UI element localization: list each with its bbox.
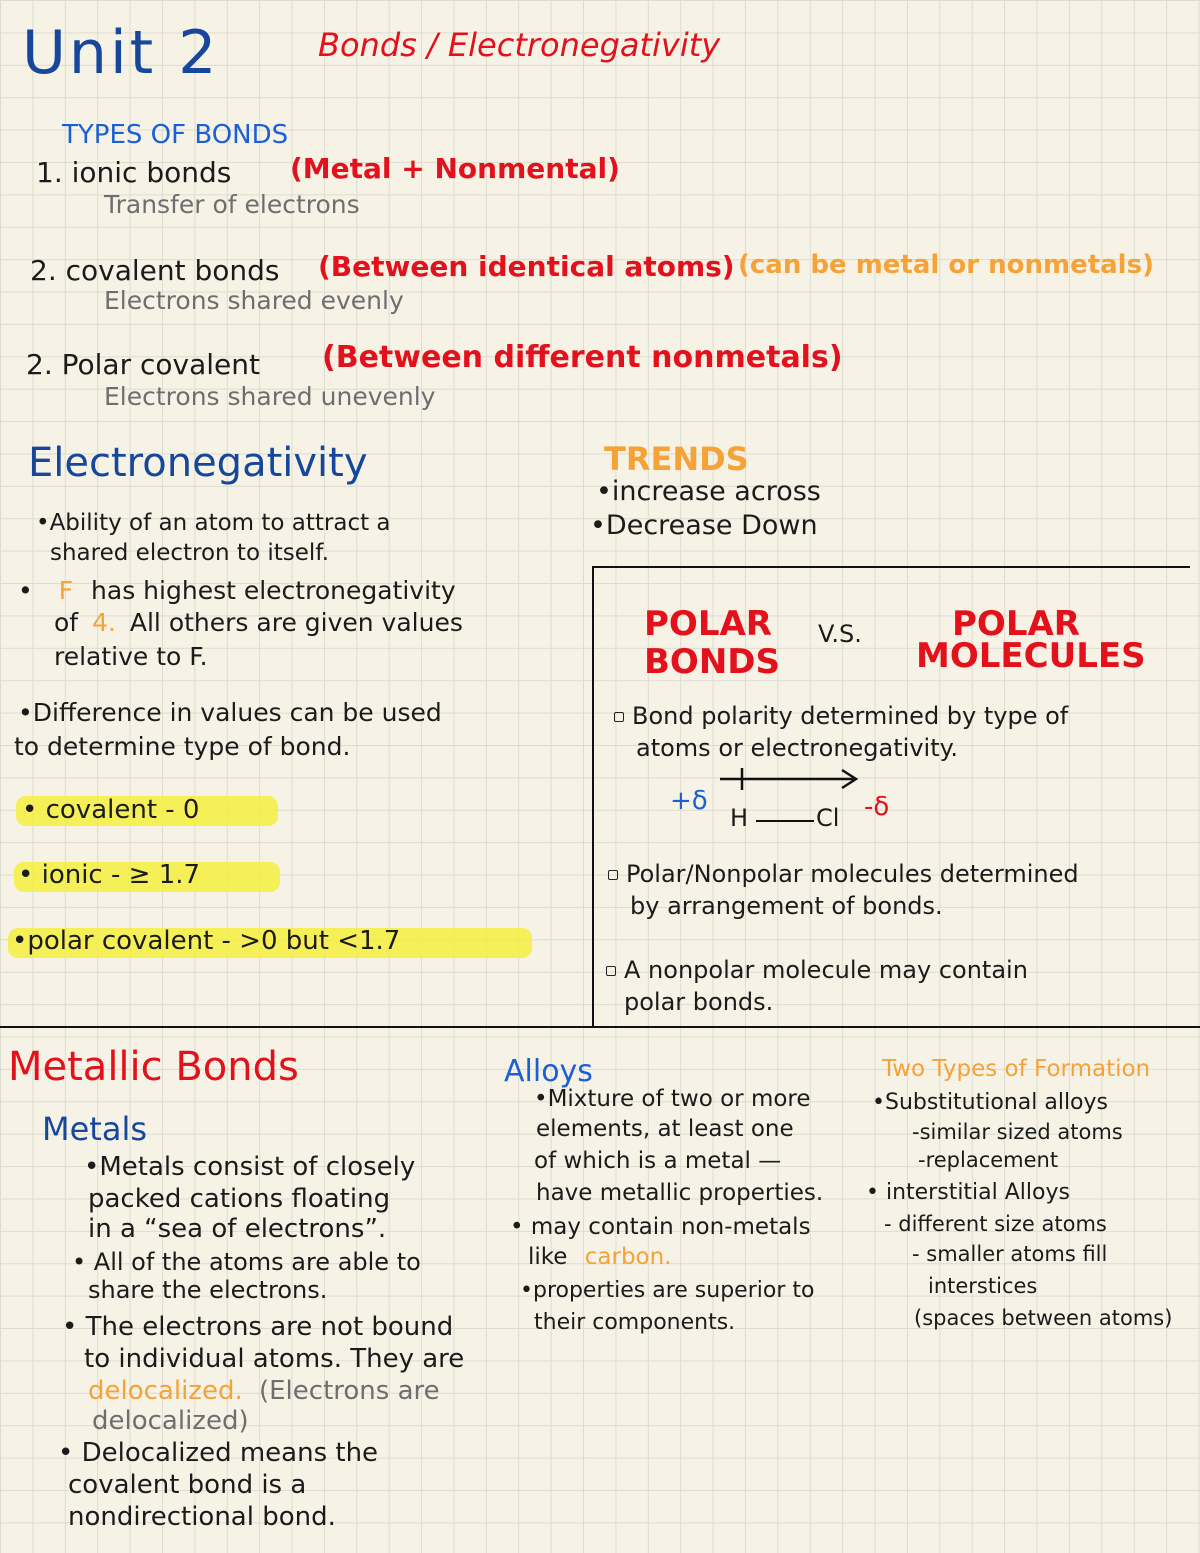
of-text: of — [54, 608, 79, 637]
checkbox-bullet-icon — [608, 870, 618, 880]
en-fluorine-line — [18, 576, 456, 605]
metals-heading: Metals — [42, 1110, 148, 1148]
types-heading: TYPES OF BONDS — [62, 120, 289, 150]
alloys-point-2-line1: • may contain non-metals — [510, 1214, 811, 1240]
metals-point-1-line1: •Metals consist of closely — [84, 1152, 416, 1182]
en-difference-line1: •Difference in values can be used — [18, 698, 442, 727]
polar-box-top-border — [592, 566, 1190, 568]
ionic-bonds-sub: Transfer of electrons — [104, 190, 360, 219]
delta-minus-label: -δ — [864, 792, 890, 822]
bond-line — [756, 820, 814, 822]
polar-bonds-heading-1: POLAR — [644, 604, 772, 644]
polar-bonds-heading-2: BONDS — [644, 642, 780, 682]
interstitial-heading: • interstitial Alloys — [866, 1180, 1070, 1205]
polar-point-3-line1: A nonpolar molecule may contain — [624, 956, 1028, 984]
alloys-point-3-line2: their components. — [534, 1310, 736, 1335]
metals-point-3-line2: to individual atoms. They are — [84, 1344, 465, 1374]
metals-point-4-line3: nondirectional bond. — [68, 1502, 336, 1532]
alloys-point-1-line2: elements, at least one — [536, 1116, 794, 1142]
like-text: like — [528, 1244, 568, 1270]
metals-point-4-line2: covalent bond is a — [68, 1470, 307, 1500]
metals-point-2-line2: share the electrons. — [88, 1276, 328, 1304]
polar-point-2-line1: Polar/Nonpolar molecules determined — [626, 860, 1079, 888]
four-value: 4. — [92, 608, 116, 637]
checkbox-bullet-icon — [606, 966, 616, 976]
alloys-point-1-line3: of which is a metal — — [534, 1148, 782, 1174]
metals-point-3-line3 — [88, 1376, 440, 1406]
delocalized-paren: (Electrons are — [258, 1376, 440, 1406]
carbon-term: carbon. — [584, 1244, 672, 1270]
alloys-heading: Alloys — [504, 1054, 593, 1089]
range-polar-covalent: •polar covalent - >0 but <1.7 — [12, 926, 401, 956]
interstitial-point-2: - smaller atoms fill — [912, 1242, 1108, 1266]
polar-covalent-sub: Electrons shared unevenly — [104, 382, 436, 411]
atom-cl: Cl — [816, 804, 840, 832]
en-relative-line: relative to F. — [54, 642, 208, 671]
dipole-arrow-icon — [712, 764, 862, 794]
section-divider — [0, 1026, 1200, 1028]
checkbox-bullet-icon — [614, 712, 624, 722]
vs-label: V.S. — [818, 620, 862, 648]
bullet: • — [18, 576, 33, 605]
interstitial-point-1: - different size atoms — [884, 1212, 1107, 1236]
range-covalent: • covalent - 0 — [22, 795, 200, 825]
metals-point-1-line3: in a “sea of electrons”. — [88, 1214, 387, 1244]
polar-molecules-heading-2: MOLECULES — [916, 636, 1146, 676]
atom-h: H — [730, 804, 749, 832]
polar-point-2 — [608, 860, 1079, 888]
polar-covalent-note: (Between different nonmetals) — [322, 340, 843, 375]
ionic-bonds-note: (Metal + Nonmental) — [290, 152, 620, 185]
substitutional-point-1: -similar sized atoms — [912, 1120, 1123, 1144]
en-definition-line2: shared electron to itself. — [50, 540, 329, 566]
polar-covalent-label: 2. Polar covalent — [26, 348, 260, 381]
covalent-bonds-note: (Between identical atoms) — [318, 250, 735, 283]
covalent-bonds-sub: Electrons shared evenly — [104, 286, 404, 315]
unit-title: Unit 2 — [22, 18, 220, 88]
polar-point-3-line2: polar bonds. — [624, 988, 774, 1016]
metals-point-4-line1: • Delocalized means the — [58, 1438, 379, 1468]
metals-point-3-line1: • The electrons are not bound — [62, 1312, 454, 1342]
topic-title: Bonds / Electronegativity — [318, 26, 721, 64]
polar-point-2-line2: by arrangement of bonds. — [630, 892, 943, 920]
en-definition-line1: •Ability of an atom to attract a — [36, 510, 391, 536]
metals-point-2-line1: • All of the atoms are able to — [72, 1248, 421, 1276]
covalent-bonds-label: 2. covalent bonds — [30, 254, 280, 287]
polar-point-3 — [606, 956, 1028, 984]
interstitial-point-3: interstices — [928, 1274, 1038, 1298]
substitutional-point-2: -replacement — [918, 1148, 1059, 1172]
en-four-line — [54, 608, 463, 637]
formation-heading: Two Types of Formation — [882, 1056, 1151, 1082]
substitutional-heading: •Substitutional alloys — [872, 1090, 1108, 1115]
delta-plus-label: +δ — [670, 786, 708, 816]
polar-box-left-border — [592, 566, 594, 1028]
trend-decrease: •Decrease Down — [590, 510, 818, 541]
fluorine-letter: F — [58, 576, 74, 605]
interstitial-point-4: (spaces between atoms) — [914, 1306, 1173, 1330]
range-ionic: • ionic - ≥ 1.7 — [18, 860, 201, 890]
covalent-bonds-note2: (can be metal or nonmetals) — [738, 250, 1154, 280]
ionic-bonds-label: 1. ionic bonds — [36, 156, 232, 189]
trends-heading: TRENDS — [604, 440, 749, 478]
others-text: All others are given values — [129, 608, 463, 637]
alloys-point-1-line1: •Mixture of two or more — [534, 1086, 811, 1112]
polar-molecules-heading-1: POLAR — [952, 604, 1080, 644]
trend-increase: •increase across — [596, 476, 821, 507]
metals-point-3-line4: delocalized) — [92, 1406, 249, 1436]
metallic-bonds-heading: Metallic Bonds — [8, 1044, 299, 1090]
en-difference-line2: to determine type of bond. — [14, 732, 351, 761]
polar-point-1 — [614, 702, 1068, 730]
fluorine-text: has highest electronegativity — [91, 576, 456, 605]
alloys-point-3-line1: •properties are superior to — [520, 1278, 815, 1303]
alloys-point-1-line4: have metallic properties. — [536, 1180, 824, 1206]
metals-point-1-line2: packed cations floating — [88, 1184, 391, 1214]
polar-point-1-line1: Bond polarity determined by type of — [632, 702, 1069, 730]
delocalized-term: delocalized. — [88, 1376, 243, 1406]
electronegativity-heading: Electronegativity — [28, 440, 368, 486]
alloys-point-2-line2 — [528, 1244, 672, 1270]
polar-point-1-line2: atoms or electronegativity. — [636, 734, 959, 762]
